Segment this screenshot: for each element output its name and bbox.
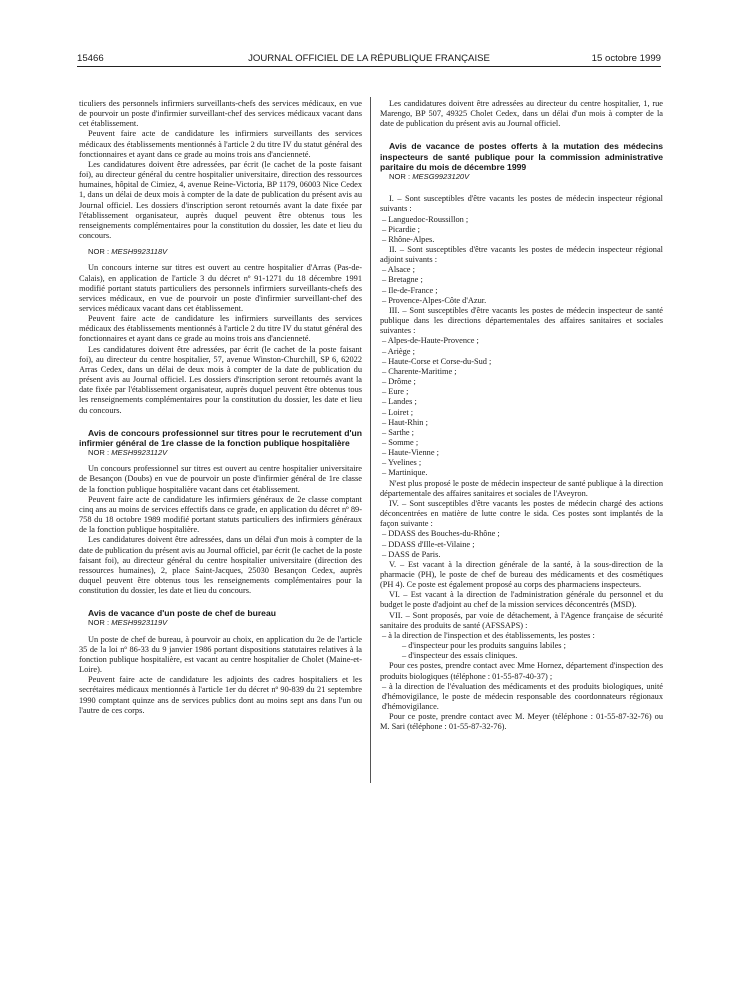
paragraph: VII. – Sont proposés, par voie de détachement, à l'Agence française de sécurité sanitaire des produits de santé (AFSSAPS) : bbox=[380, 610, 663, 630]
paragraph: Les candidatures doivent être adressées, par écrit (le cachet de la poste faisant foi), au directeur général du centre hospitalier universitaire, direction des ressources humaines, hôpital de Cimiez, 4, avenue Reine-Victoria, BP 1179, 06003 Nice Cedex 1, dans un délai de deux mois à compter de la date de publication du présent avis au Journal officiel. Les dossiers d'inscription seront retournés avant la date fixée par l'établissement organisateur, auprès duquel peuvent être obtenus tous les renseignements complémentaires pour la constitution du dossier, les date et lieu du concours. bbox=[79, 159, 362, 241]
list-item: – DDASS des Bouches-du-Rhône ; bbox=[382, 529, 500, 539]
section-intro: IV. – Sont susceptibles d'être vacants les postes de médecin chargé des actions déconcentrées en matière de lutte contre le sida. Ces postes sont implantés de la façon suivante : bbox=[380, 498, 663, 529]
paragraph: Les candidatures doivent être adressées, dans un délai d'un mois à compter de la date de publication du présent avis au Journal officiel, par écrit (le cachet de la poste faisant foi), au directeur général du centre hospitalier universitaire (direction des ressources humaines), 2, place Saint-Jacques, 25030 Besançon Cedex, auprès duquel peuvent être obtenus tous les renseignements complémentaires pour la constitution du dossier, les date et lieu du concours. bbox=[79, 535, 362, 596]
list-item: – à la direction de l'inspection et des établissements, les postes : bbox=[382, 630, 595, 640]
nor-reference: NOR : MESG9923120V bbox=[389, 172, 470, 182]
nor-reference: NOR : MESH9923118V bbox=[88, 247, 168, 257]
list-item: – Bretagne ; bbox=[382, 275, 423, 285]
journal-title: JOURNAL OFFICIEL DE LA RÉPUBLIQUE FRANÇAISE bbox=[248, 53, 490, 64]
list-item: – Martinique. bbox=[382, 468, 428, 478]
list-s3 bbox=[380, 336, 663, 478]
paragraph: Pour ces postes, prendre contact avec Mme Hornez, département d'inspection des produits biologiques (téléphone : 01-55-87-40-37) ; bbox=[380, 661, 663, 681]
paragraph: ticuliers des personnels infirmiers surveillants-chefs des services médicaux, en vue de pourvoir un poste d'infirmier surveillant-chef des services médicaux vacant dans cet établissement. bbox=[79, 99, 362, 129]
section-heading: Avis de vacance d'un poste de chef de bureau bbox=[88, 608, 276, 619]
paragraph: N'est plus proposé le poste de médecin inspecteur de santé publique à la direction départementale des affaires sanitaires et sociales de l'Aveyron. bbox=[380, 478, 663, 498]
list-item: – d'inspecteur des essais cliniques. bbox=[402, 651, 518, 661]
list-item: – Languedoc-Roussillon ; bbox=[382, 214, 469, 224]
list-s7a bbox=[380, 641, 663, 661]
section-intro: I. – Sont susceptibles d'être vacants les postes de médecin inspecteur régional suivants : bbox=[380, 194, 663, 214]
paragraph: Peuvent faire acte de candidature les infirmiers surveillants des services médicaux des établissements mentionnés à l'article 2 du titre IV du statut général des fonctionnaires et ayant dans ce grade au moins trois ans d'ancienneté. bbox=[79, 129, 362, 159]
list-item: – Eure ; bbox=[382, 387, 409, 397]
list-s4 bbox=[380, 529, 663, 559]
list-item: – Haut-Rhin ; bbox=[382, 417, 428, 427]
page-number: 15466 bbox=[77, 53, 104, 64]
list-item: – Landes ; bbox=[382, 397, 417, 407]
list-item: – Rhône-Alpes. bbox=[382, 234, 435, 244]
column-divider bbox=[370, 97, 371, 783]
section-intro: II. – Sont susceptibles d'être vacants les postes de médecin inspecteur régional adjoint suivants : bbox=[380, 245, 663, 265]
list-item: – DASS de Paris. bbox=[382, 549, 441, 559]
list-item: – à la direction de l'évaluation des médicaments et des produits biologiques, unité d'hémovigilance, le poste de médecin responsable des coordonnateurs régionaux d'hémovigilance. bbox=[382, 681, 663, 712]
list-item: – Charente-Maritime ; bbox=[382, 366, 457, 376]
paragraph: Un concours professionnel sur titres est ouvert au centre hospitalier universitaire de Besançon (Doubs) en vue de pourvoir un poste d'infirmier général de 1re classe de la fonction publique hospitalière vacant dans cet établissement. bbox=[79, 464, 362, 494]
paragraph: Un poste de chef de bureau, à pourvoir au choix, en application du 2e de l'article 35 de la loi nº 86-33 du 9 janvier 1986 portant dispositions statutaires relatives à la fonction publique hospitalière, est vacant au centre hospitalier de Cholet (Maine-et-Loire). bbox=[79, 634, 362, 675]
list-item: – Loiret ; bbox=[382, 407, 414, 417]
nor-reference: NOR : MESH9923112V bbox=[88, 448, 168, 458]
list-s1 bbox=[380, 215, 663, 245]
right-column bbox=[380, 99, 663, 733]
nor-reference: NOR : MESH9923119V bbox=[88, 618, 168, 628]
paragraph: Peuvent faire acte de candidature les infirmiers généraux de 2e classe comptant cinq ans au moins de services effectifs dans ce grade, en application du décret nº 89-758 du 18 octobre 1989 modifié portant statuts particuliers des infirmiers généraux de la fonction publique hospitalière. bbox=[79, 494, 362, 535]
list-item: – Somme ; bbox=[382, 437, 419, 447]
list-item: – Drôme ; bbox=[382, 377, 416, 387]
paragraph: Les candidatures doivent être adressées au directeur du centre hospitalier, 1, rue Marengo, BP 507, 49325 Cholet Cedex, dans un délai d'un mois à compter de la date de publication du présent avis au Journal officiel. bbox=[380, 99, 663, 129]
list-item: – Provence-Alpes-Côte d'Azur. bbox=[382, 295, 487, 305]
list-item: – DDASS d'Ille-et-Vilaine ; bbox=[382, 539, 475, 549]
list-item: – d'inspecteur pour les produits sanguins labiles ; bbox=[402, 641, 566, 651]
paragraph: Un concours interne sur titres est ouvert au centre hospitalier d'Arras (Pas-de-Calais), en application de l'article 3 du décret nº 91-1271 du 18 décembre 1991 modifié portant statuts particuliers des personnels infirmiers surveillants-chefs des services médicaux, en vue de pourvoir un poste d'infirmier surveillant-chef des services médicaux vacant dans cet établissement. bbox=[79, 263, 362, 313]
list-item: – Ile-de-France ; bbox=[382, 285, 438, 295]
list-item: – Yvelines ; bbox=[382, 458, 422, 468]
paragraph: Pour ce poste, prendre contact avec M. Meyer (téléphone : 01-55-87-32-76) ou M. Sari (téléphone : 01-55-87-32-76). bbox=[380, 712, 663, 732]
list-item: – Alsace ; bbox=[382, 265, 415, 275]
section-intro: III. – Sont susceptibles d'être vacants les postes de médecin inspecteur de santé publique dans les directions départementales des affaires sanitaires et sociales suivantes : bbox=[380, 305, 663, 336]
list-item: – Sarthe ; bbox=[382, 427, 414, 437]
paragraph: Les candidatures doivent être adressées, par écrit (le cachet de la poste faisant foi), au directeur du centre hospitalier, 57, avenue Winston-Churchill, SP 6, 62022 Arras Cedex, dans un délai de deux mois à compter de la date de publication du présent avis au Journal officiel. Les dossiers d'inscription seront retournés avant la date fixée par l'établissement organisateur, auprès duquel peuvent être obtenus tous les renseignements complémentaires pour la constitution du dossier, les date et lieu du concours. bbox=[79, 344, 362, 415]
paragraph: Peuvent faire acte de candidature les infirmiers surveillants des services médicaux des établissements mentionnés à l'article 2 du titre IV du statut général des fonctionnaires et ayant dans ce grade au moins trois ans d'ancienneté. bbox=[79, 314, 362, 344]
left-column bbox=[79, 99, 362, 716]
issue-date: 15 octobre 1999 bbox=[591, 53, 661, 64]
section-heading: Avis de concours professionnel sur titres pour le recrutement d'un infirmier général de 1re classe de la fonction publique hospitalière bbox=[79, 427, 362, 448]
list-item: – Haute-Corse et Corse-du-Sud ; bbox=[382, 356, 492, 366]
list-s2 bbox=[380, 265, 663, 306]
page-header bbox=[77, 53, 661, 67]
section-heading: Avis de vacance de postes offerts à la mutation des médecins inspecteurs de santé publique pour la commission administrative paritaire du mois de décembre 1999 bbox=[380, 141, 663, 172]
list-item: – Haute-Vienne ; bbox=[382, 448, 439, 458]
list-item: – Ariège ; bbox=[382, 346, 415, 356]
paragraph: V. – Est vacant à la direction générale de la santé, à la sous-direction de la pharmacie (PH), le poste de chef de bureau des médicaments et des cosmétiques (PH 4). Ce poste est également proposé au corps des pharmaciens inspecteurs. bbox=[380, 559, 663, 590]
list-item: – Alpes-de-Haute-Provence ; bbox=[382, 336, 479, 346]
header-rule bbox=[77, 66, 661, 67]
list-item: – Picardie ; bbox=[382, 224, 420, 234]
paragraph: Peuvent faire acte de candidature les adjoints des cadres hospitaliers et les secrétaires médicaux mentionnés à l'article 1er du décret nº 90-839 du 21 septembre 1990 comptant quinze ans de services publics dont au moins sept ans dans l'un ou l'autre de ces corps. bbox=[79, 675, 362, 715]
paragraph: VI. – Est vacant à la direction de l'administration générale du personnel et du budget le poste d'adjoint au chef de la mission services déconcentrés (MSD). bbox=[380, 590, 663, 610]
